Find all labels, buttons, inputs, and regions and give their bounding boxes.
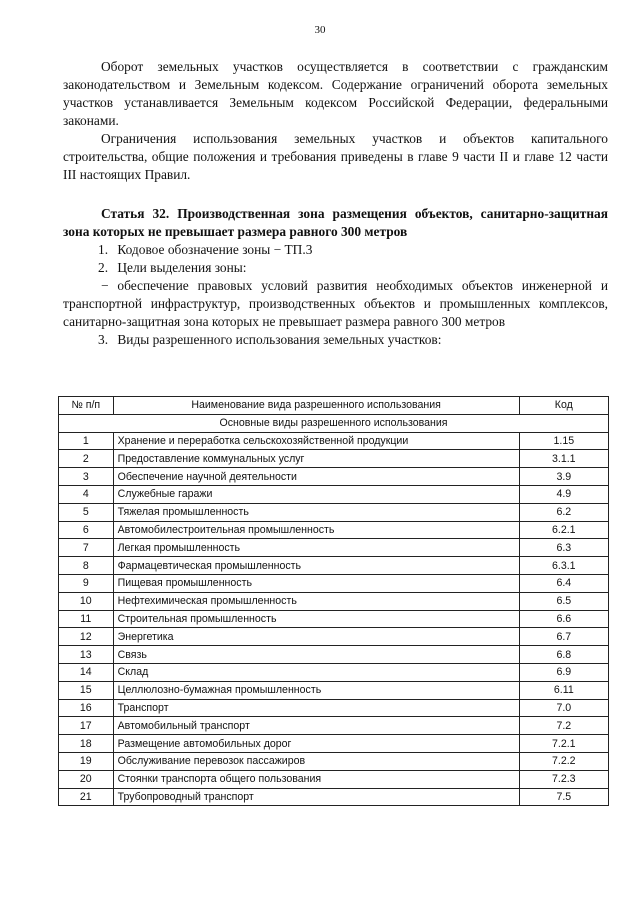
list-item-zone-code: [98, 241, 608, 259]
table-row: [59, 574, 609, 592]
row-code: 6.4: [519, 574, 608, 592]
row-number: 11: [59, 610, 114, 628]
row-code: 6.9: [519, 663, 608, 681]
row-number: 4: [59, 485, 114, 503]
header-code: Код: [519, 397, 608, 415]
table-row: [59, 503, 609, 521]
row-number: 7: [59, 539, 114, 557]
row-use-name: Легкая промышленность: [113, 539, 519, 557]
row-use-name: Фармацевтическая промышленность: [113, 557, 519, 575]
row-use-name: Хранение и переработка сельскохозяйственной продукции: [113, 432, 519, 450]
section-row: [59, 414, 609, 432]
row-use-name: Связь: [113, 646, 519, 664]
row-code: 3.9: [519, 468, 608, 486]
row-number: 10: [59, 592, 114, 610]
row-number: 21: [59, 788, 114, 806]
list-item-number: 1.: [98, 242, 109, 257]
row-use-name: Служебные гаражи: [113, 485, 519, 503]
table-row: [59, 663, 609, 681]
row-number: 14: [59, 663, 114, 681]
row-number: 3: [59, 468, 114, 486]
list-item-number: 3.: [98, 332, 109, 347]
row-code: 7.5: [519, 788, 608, 806]
table-row: [59, 539, 609, 557]
row-number: 16: [59, 699, 114, 717]
row-code: 4.9: [519, 485, 608, 503]
row-number: 1: [59, 432, 114, 450]
row-number: 17: [59, 717, 114, 735]
table-row: [59, 735, 609, 753]
zone-goal-description: − обеспечение правовых условий развития необходимых объектов инженерной и транспортной инфраструктур, производственных объектов и промышленных комплексов, санитарно-защитная зона которых не превышает размера равного 300 метров: [63, 278, 608, 329]
table-row: [59, 432, 609, 450]
header-number: № п/п: [59, 397, 114, 415]
table-row: [59, 450, 609, 468]
table-row: [59, 557, 609, 575]
row-number: 19: [59, 752, 114, 770]
row-number: 13: [59, 646, 114, 664]
row-use-name: Тяжелая промышленность: [113, 503, 519, 521]
row-code: 7.2.1: [519, 735, 608, 753]
article-heading: Статья 32. Производственная зона размещения объектов, санитарно-защитная зона которых не превышает размера равного 300 метров: [63, 206, 608, 239]
list-item-number: 2.: [98, 260, 109, 275]
table-row: [59, 521, 609, 539]
row-number: 12: [59, 628, 114, 646]
table-row: [59, 628, 609, 646]
row-number: 18: [59, 735, 114, 753]
table-header-row: [59, 397, 609, 415]
table-body: [59, 414, 609, 806]
table-row: [59, 610, 609, 628]
row-code: 6.8: [519, 646, 608, 664]
table-row: [59, 717, 609, 735]
page-number: 30: [314, 24, 326, 36]
section-title: Основные виды разрешенного использования: [59, 414, 609, 432]
table-row: [59, 592, 609, 610]
row-code: 6.3.1: [519, 557, 608, 575]
row-use-name: Автомобилестроительная промышленность: [113, 521, 519, 539]
permitted-uses-table: [58, 396, 609, 806]
row-number: 20: [59, 770, 114, 788]
row-code: 3.1.1: [519, 450, 608, 468]
row-use-name: Пищевая промышленность: [113, 574, 519, 592]
row-number: 6: [59, 521, 114, 539]
row-code: 1.15: [519, 432, 608, 450]
row-code: 6.6: [519, 610, 608, 628]
table-row: [59, 468, 609, 486]
row-code: 6.3: [519, 539, 608, 557]
row-use-name: Предоставление коммунальных услуг: [113, 450, 519, 468]
list-item-permitted-uses: [98, 331, 608, 349]
list-item-text: Виды разрешенного использования земельных участков:: [117, 332, 442, 347]
row-number: 9: [59, 574, 114, 592]
row-number: 15: [59, 681, 114, 699]
table-row: [59, 699, 609, 717]
row-use-name: Обеспечение научной деятельности: [113, 468, 519, 486]
row-use-name: Автомобильный транспорт: [113, 717, 519, 735]
row-use-name: Склад: [113, 663, 519, 681]
row-code: 7.2.2: [519, 752, 608, 770]
table-row: [59, 681, 609, 699]
row-code: 6.2: [519, 503, 608, 521]
row-use-name: Трубопроводный транспорт: [113, 788, 519, 806]
table-row: [59, 788, 609, 806]
table-row: [59, 770, 609, 788]
document-body: [63, 58, 608, 349]
row-use-name: Целлюлозно-бумажная промышленность: [113, 681, 519, 699]
table-row: [59, 646, 609, 664]
row-number: 5: [59, 503, 114, 521]
row-code: 7.2: [519, 717, 608, 735]
row-code: 6.5: [519, 592, 608, 610]
row-use-name: Энергетика: [113, 628, 519, 646]
row-use-name: Стоянки транспорта общего пользования: [113, 770, 519, 788]
list-item-text: Кодовое обозначение зоны − ТП.3: [117, 242, 313, 257]
table-row: [59, 752, 609, 770]
row-code: 6.2.1: [519, 521, 608, 539]
row-number: 8: [59, 557, 114, 575]
row-code: 6.11: [519, 681, 608, 699]
row-use-name: Нефтехимическая промышленность: [113, 592, 519, 610]
paragraph-land-turnover: Оборот земельных участков осуществляется в соответствии с гражданским законодательством и Земельным кодексом. Содержание ограничений оборота земельных участков устанавливается Земельным кодексом Российской Федерации, федеральными законами.: [63, 59, 608, 128]
paragraph-restrictions: Ограничения использования земельных участков и объектов капитального строительства, общие положения и требования приведены в главе 9 части II и главе 12 части III настоящих Правил.: [63, 131, 608, 182]
row-number: 2: [59, 450, 114, 468]
header-name: Наименование вида разрешенного использования: [113, 397, 519, 415]
table-row: [59, 485, 609, 503]
row-code: 7.2.3: [519, 770, 608, 788]
row-use-name: Строительная промышленность: [113, 610, 519, 628]
row-use-name: Обслуживание перевозок пассажиров: [113, 752, 519, 770]
list-item-zone-goals: [98, 259, 608, 277]
list-item-text: Цели выделения зоны:: [117, 260, 247, 275]
row-code: 6.7: [519, 628, 608, 646]
row-use-name: Транспорт: [113, 699, 519, 717]
row-code: 7.0: [519, 699, 608, 717]
row-use-name: Размещение автомобильных дорог: [113, 735, 519, 753]
